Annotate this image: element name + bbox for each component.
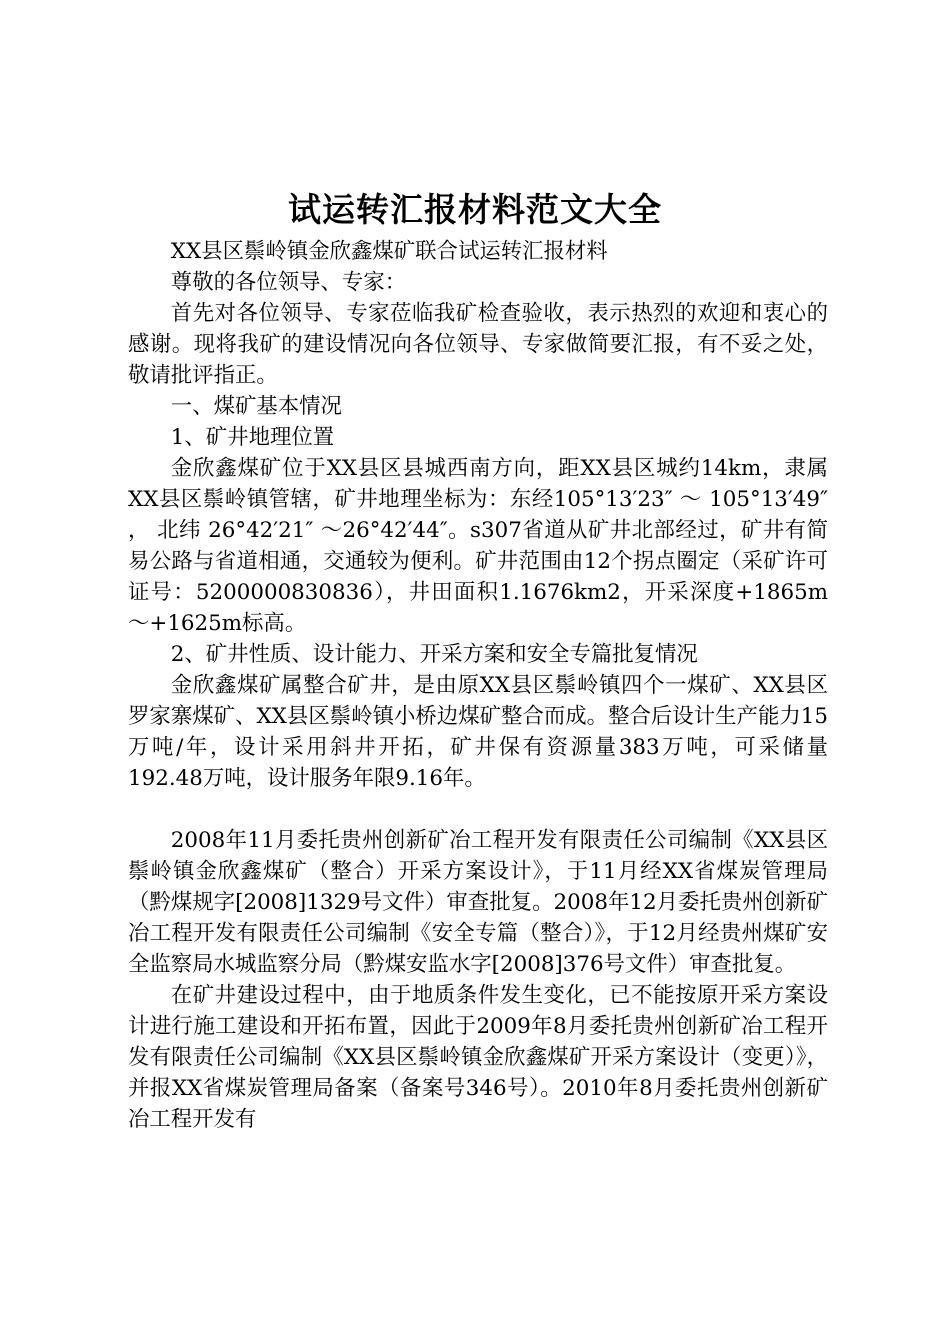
document-title: 试运转汇报材料范文大全 [288,190,662,229]
intro-paragraph: 首先对各位领导、专家莅临我矿检查验收，表示热烈的欢迎和衷心的感谢。现将我矿的建设情况向各位领导、专家做简要汇报，有不妥之处，敬请批评指正。 [128,301,828,388]
subtitle-paragraph: XX县区鬃岭镇金欣鑫煤矿联合试运转汇报材料 [170,239,608,264]
blank-line [128,794,828,825]
document-body [128,236,828,1135]
approval-paragraph: 2008年11月委托贵州创新矿冶工程开发有限责任公司编制《XX县区鬃岭镇金欣鑫煤矿（整合）开采方案设计》，于11月经XX省煤炭管理局（黔煤规字[2008]1329号文件）审查批复。2008年12月委托贵州创新矿冶工程开发有限责任公司编制《安全专篇（整合）》，于12月经贵州煤矿安全监察局水城监察分局（黔煤安监水字[2008]376号文件）审查批复。 [128,828,828,977]
location-paragraph: 金欣鑫煤矿位于XX县区县城西南方向，距XX县区城约14km，隶属XX县区鬃岭镇管辖，矿井地理坐标为：东经105°13′23″ ～ 105°13′49″ ， 北纬 26°42′21″ ～26°42′44″。s307省道从矿井北部经过，矿井有简易公路与省道相通，交通较为便利。矿井范围由12个拐点圈定（采矿许可证号：5200000830836），井田面积1.1676km2，开采深度+1865m～+1625m标高。 [128,456,828,636]
subsection-heading: 2、矿井性质、设计能力、开采方案和安全专篇批复情况 [170,642,698,667]
salutation-paragraph: 尊敬的各位领导、专家： [170,270,407,295]
section-heading: 一、煤矿基本情况 [170,394,342,419]
subsection-heading: 1、矿井地理位置 [170,425,335,450]
capacity-paragraph: 金欣鑫煤矿属整合矿井，是由原XX县区鬃岭镇四个一煤矿、XX县区罗家寨煤矿、XX县区鬃岭镇小桥边煤矿整合而成。整合后设计生产能力15万吨/年，设计采用斜井开拓，矿井保有资源量383万吨，可采储量192.48万吨，设计服务年限9.16年。 [128,673,828,791]
construction-paragraph: 在矿井建设过程中，由于地质条件发生变化，已不能按原开采方案设计进行施工建设和开拓布置，因此于2009年8月委托贵州创新矿冶工程开发有限责任公司编制《XX县区鬃岭镇金欣鑫煤矿开采方案设计（变更）》，并报XX省煤炭管理局备案（备案号346号）。2010年8月委托贵州创新矿冶工程开发有 [128,983,828,1132]
